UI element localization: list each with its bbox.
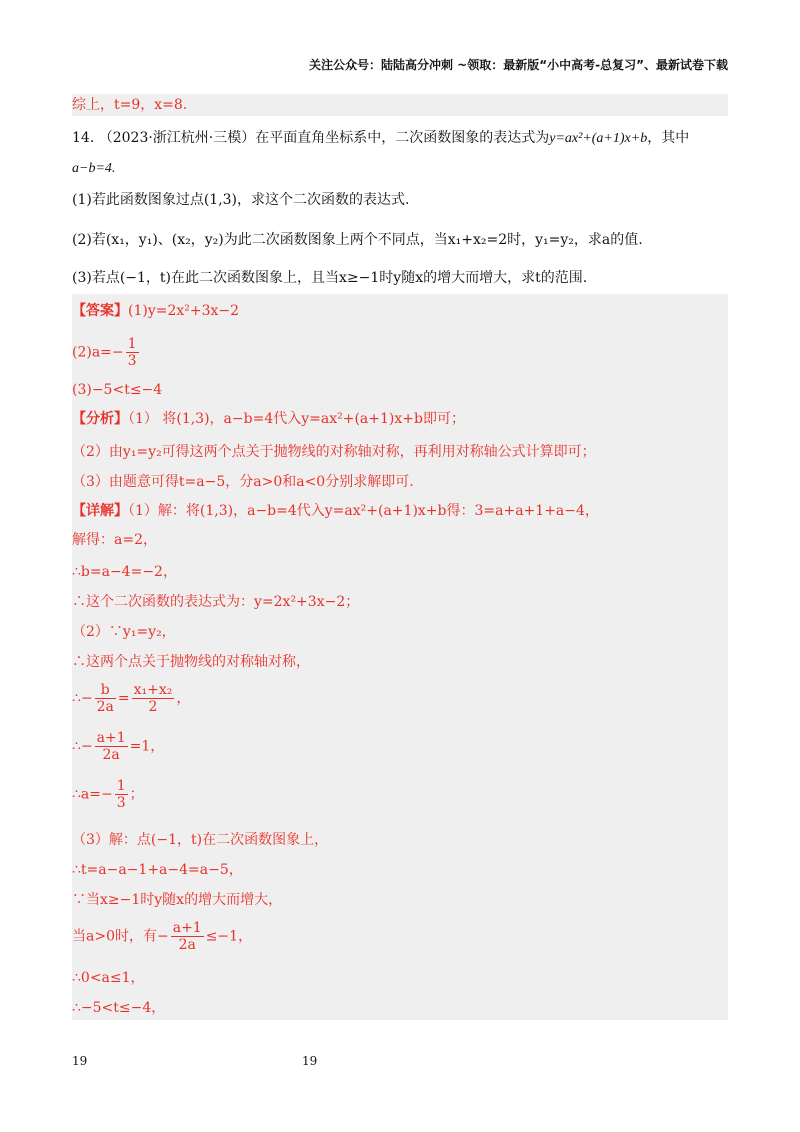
detail-13 <box>72 920 728 953</box>
analysis-2: （2）由y₁=y₂可得这两个点关于抛物线的对称轴对称，再利用对称轴公式计算即可； <box>72 444 596 460</box>
detail-7 <box>72 682 728 715</box>
footer-page-center: 19 <box>302 1054 318 1068</box>
answer-line1 <box>72 300 728 322</box>
question-condition <box>72 158 728 179</box>
detail-3: ∴b=a−4=−2， <box>72 564 177 580</box>
detail-14: ∴0<a≤1， <box>72 970 145 986</box>
detail-7-fraction-2 <box>132 682 175 715</box>
detail-label: 【详解】 <box>72 503 128 519</box>
detail-15: ∴−5<t≤−4， <box>72 1000 166 1016</box>
detail-8-fraction <box>95 730 128 763</box>
detail-13-fraction <box>171 920 204 953</box>
detail-7-pre: ∴− <box>72 690 93 707</box>
answer-2-prefix: (2)a=− <box>72 344 124 361</box>
footer-page-left: 19 <box>72 1054 88 1068</box>
analysis-label: 【分析】 <box>72 411 128 427</box>
detail-9-post: ； <box>129 786 144 803</box>
answer-line2 <box>72 336 728 369</box>
detail-line1 <box>72 500 728 522</box>
detail-9-num: 1 <box>116 778 126 794</box>
answer-label: 【答案】 <box>72 303 128 319</box>
question-intro: 在平面直角坐标系中，二次函数图象的表达式为 <box>255 130 550 146</box>
detail-9 <box>72 778 728 811</box>
question-part2: (2)若(x₁，y₁)、(x₂，y₂)为此二次函数图象上两个不同点，当x₁+x₂=2时，y₁=y₂，求a的值. <box>72 232 643 248</box>
frac2-den: 2 <box>148 699 158 715</box>
condition-text: a−b=4. <box>72 161 116 176</box>
frac1-den: 2a <box>96 699 114 715</box>
answer-2-numerator: 1 <box>127 336 137 352</box>
question-expression: y=ax²+(a+1)x+b <box>549 131 648 146</box>
detail-11: ∴t=a−a−1+a−4=a−5， <box>72 862 243 878</box>
question-part1: (1)若此函数图象过点(1,3)，求这个二次函数的表达式. <box>72 192 410 208</box>
frac1-num: b <box>95 682 116 699</box>
detail-4: ∴这个二次函数的表达式为：y=2x²+3x−2； <box>72 594 360 610</box>
page-header: 关注公众号：陆陆高分冲刺 ~领取：最新版“小中高考-总复习”、最新试卷下载 <box>309 58 728 72</box>
answer-1: (1)y=2x²+3x−2 <box>128 303 240 319</box>
detail-8-num: a+1 <box>96 730 126 746</box>
detail-13-den: 2a <box>178 937 196 953</box>
detail-9-den: 3 <box>116 795 126 811</box>
detail-9-pre: ∴a=− <box>72 786 113 803</box>
detail-5: （2）∵y₁=y₂， <box>72 624 176 640</box>
detail-9-fraction <box>115 778 128 811</box>
detail-8-post: =1， <box>129 738 165 755</box>
answer-2-fraction <box>126 336 139 369</box>
detail-12: ∵当x≥−1时y随x的增大而增大， <box>72 892 283 908</box>
question-stem <box>72 128 728 149</box>
analysis-3: （3）由题意可得t=a−5，分a>0和a<0分别求解即可. <box>72 474 414 490</box>
detail-7-fraction-1 <box>95 682 116 715</box>
answer-3: (3)−5<t≤−4 <box>72 382 163 398</box>
question-intro-tail: ，其中 <box>647 130 690 146</box>
detail-10: （3）解：点(−1，t)在二次函数图象上， <box>72 832 329 848</box>
analysis-1: （1） 将(1,3)，a−b=4代入y=ax²+(a+1)x+b即可； <box>128 411 465 427</box>
detail-13-pre: 当a>0时，有− <box>72 928 169 945</box>
answer-2-denominator: 3 <box>127 353 137 369</box>
detail-8-den: 2a <box>102 747 120 763</box>
detail-2: 解得：a=2， <box>72 532 157 548</box>
detail-13-num: a+1 <box>172 920 202 936</box>
top-conclusion: 综上，t=9，x=8. <box>72 94 728 116</box>
detail-6: ∴这两个点关于抛物线的对称轴对称， <box>72 654 310 670</box>
detail-8 <box>72 730 728 763</box>
detail-8-pre: ∴− <box>72 738 93 755</box>
detail-13-post: ≤−1， <box>205 928 253 945</box>
question-part3: (3)若点(−1，t)在此二次函数图象上，且当x≥−1时y随x的增大而增大，求t的范围. <box>72 270 588 286</box>
detail-1: （1）解：将(1,3)，a−b=4代入y=ax²+(a+1)x+b得：3=a+a+1+a−4， <box>128 503 599 519</box>
detail-7-eq: = <box>117 690 130 707</box>
question-source: （2023·浙江杭州·三模） <box>98 130 256 146</box>
detail-7-post: ， <box>176 690 191 707</box>
question-number: 14. <box>72 130 95 146</box>
analysis-line1 <box>72 408 728 430</box>
frac2-num: x₁+x₂ <box>133 682 173 698</box>
